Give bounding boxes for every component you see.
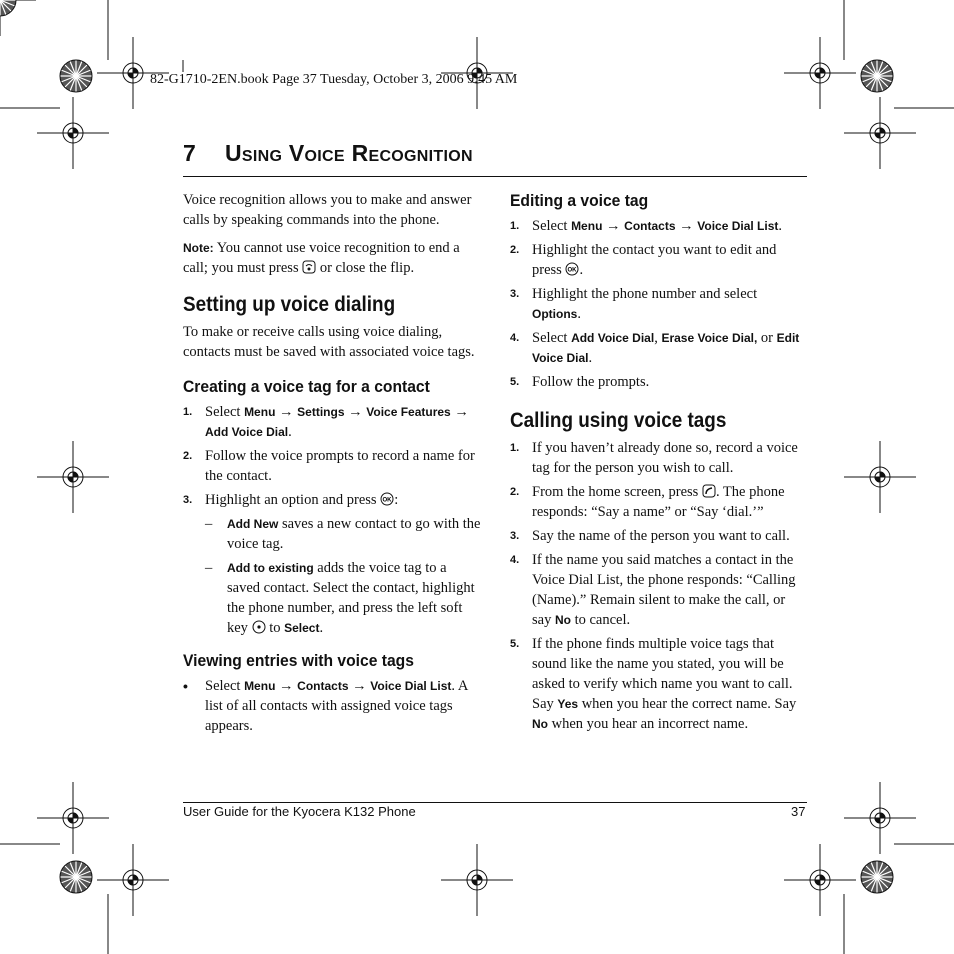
list-item: 3. Say the name of the person you want to call.	[510, 528, 790, 544]
setup-text: To make or receive calls using voice dialing, contacts must be saved with associated voice tags.	[183, 324, 475, 360]
page-number: 37	[791, 804, 806, 819]
right-column	[510, 190, 807, 738]
chapter-number: 7	[183, 140, 197, 166]
list-item: – Add New saves a new contact to go with the voice tag.	[205, 516, 481, 552]
list-item: 2. From the home screen, press . The phone responds: “Say a name” or “Say ‘dial.’”	[510, 484, 785, 520]
setup-heading: Setting up voice dialing	[183, 293, 396, 316]
svg-text:OK: OK	[567, 267, 577, 274]
ok-key-icon	[565, 262, 579, 276]
view-steps	[183, 676, 483, 736]
footer-rule	[183, 802, 807, 803]
chapter-heading	[183, 140, 473, 167]
svg-text:OK: OK	[382, 497, 392, 504]
list-item: • Select Menu → Contacts → Voice Dial List. A list of all contacts with assigned voice tags appears.	[183, 678, 468, 734]
ok-key-icon	[380, 492, 394, 506]
list-item: 5. Follow the prompts.	[510, 374, 650, 390]
end-key-icon	[302, 260, 316, 274]
list-item: 1. If you haven’t already done so, record a voice tag for the person you wish to call.	[510, 440, 798, 476]
edit-heading: Editing a voice tag	[510, 191, 649, 210]
list-item: 4. If the name you said matches a contact in the Voice Dial List, the phone responds: “Calling (Name).” Remain silent to make the call, or say No to cancel.	[510, 552, 796, 628]
list-item: – Add to existing adds the voice tag to a saved contact. Select the contact, highlight the phone number, and press the left soft key to Select.	[205, 560, 475, 636]
view-heading: Viewing entries with voice tags	[183, 651, 414, 670]
list-item: 3. Highlight an option and press OK : – Add New saves a new contact to go with the voice tag. – Add to existing adds the voice tag to a saved contact. Select the contact, highlight the phone number, and press the left soft key to Select.	[183, 490, 483, 638]
intro-note: Note: You cannot use voice recognition to end a call; you must press or close the flip.	[183, 240, 460, 276]
create-heading: Creating a voice tag for a contact	[183, 377, 430, 396]
footer-title: User Guide for the Kyocera K132 Phone	[183, 804, 416, 819]
left-column	[183, 190, 483, 740]
soft-key-icon	[252, 620, 266, 634]
option-list	[205, 514, 483, 638]
list-item: 2. Follow the voice prompts to record a name for the contact.	[183, 448, 475, 484]
list-item: 1. Select Menu → Contacts → Voice Dial List.	[510, 218, 783, 234]
list-item: 4. Select Add Voice Dial, Erase Voice Dial, or Edit Voice Dial.	[510, 330, 800, 366]
create-steps	[183, 402, 483, 638]
list-item: 1. Select Menu → Settings → Voice Features → Add Voice Dial.	[183, 404, 469, 440]
calling-steps	[510, 438, 807, 734]
chapter-title: Using Voice Recognition	[225, 140, 473, 166]
print-header: 82-G1710-2EN.book Page 37 Tuesday, October 3, 2006 9:45 AM	[150, 72, 518, 87]
intro-text: Voice recognition allows you to make and answer calls by speaking commands into the phone.	[183, 192, 472, 228]
calling-heading: Calling using voice tags	[510, 409, 727, 432]
send-key-icon	[702, 484, 716, 498]
edit-steps	[510, 216, 807, 392]
list-item: 3. Highlight the phone number and select Options.	[510, 286, 758, 322]
list-item: 2. Highlight the contact you want to edit and press OK .	[510, 242, 777, 278]
list-item: 5. If the phone finds multiple voice tags that sound like the name you stated, you will be asked to verify which name you want to call. Say Yes when you hear the correct name. Say No when you hear an incorrect name.	[510, 636, 797, 732]
chapter-rule	[183, 176, 807, 177]
